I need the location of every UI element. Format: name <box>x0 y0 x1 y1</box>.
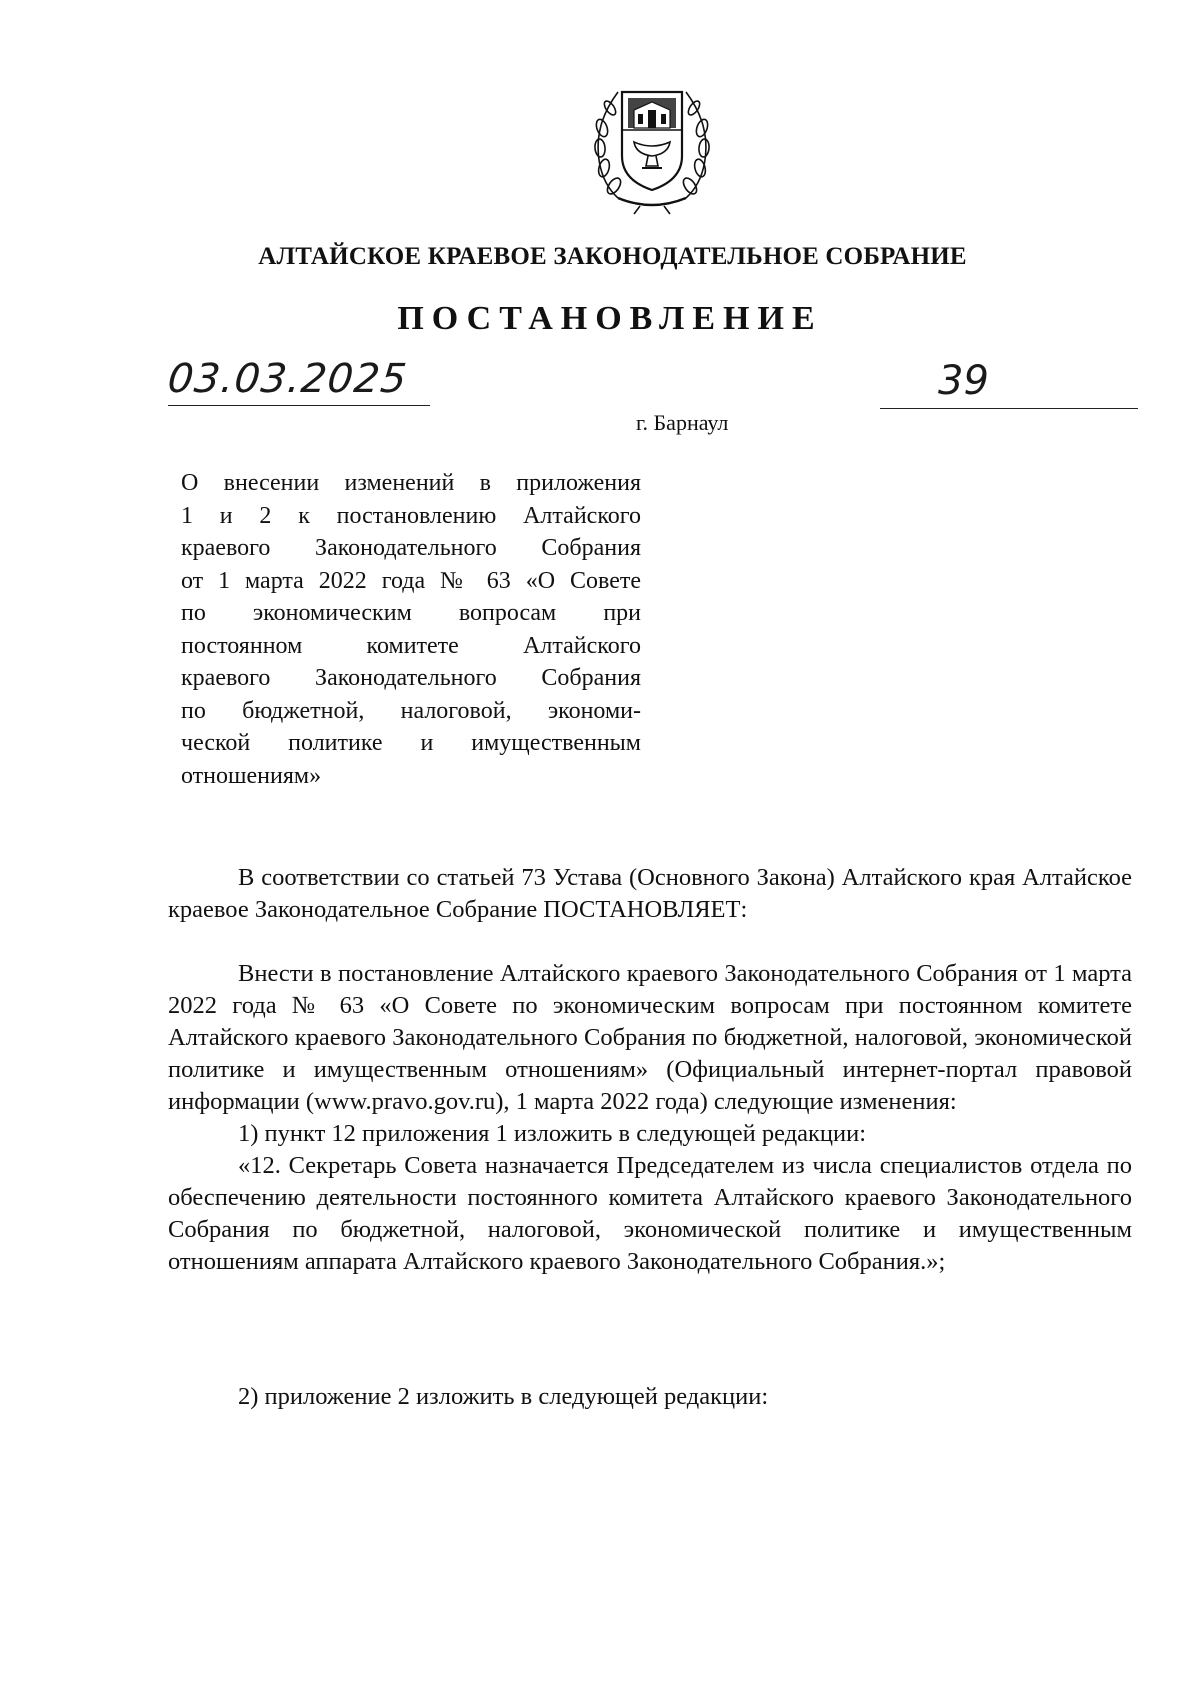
document-date: 03.03.2025 <box>165 356 410 402</box>
main-block <box>168 958 1132 1278</box>
preamble-block <box>168 862 1132 926</box>
item-2-paragraph: 2) приложение 2 изложить в следующей редакции: <box>238 1383 769 1410</box>
subject-line: по экономическим вопросам при <box>181 600 641 626</box>
subject-line: постоянном комитете Алтайского <box>181 632 641 659</box>
subject-line: 1 и 2 к постановлению Алтайского <box>181 502 641 529</box>
altai-krai-coat-of-arms-icon <box>588 70 716 216</box>
item-1-text-paragraph: «12. Секретарь Совета назначается Председателем из числа специалистов отдела по обеспечению деятельности постоянного комитета Алтайского краевого Законодательного Собрания по бюджетной, налоговой, экономической политике и имущественным отношениям аппарата Алтайского краевого Законодательного Собрания.»; <box>168 1152 1132 1275</box>
document-number: 39 <box>938 358 989 404</box>
subject-line: ческой политике и имущественным <box>181 730 641 756</box>
item-2-block <box>168 1381 1132 1413</box>
main-paragraph: Внести в постановление Алтайского краевого Законодательного Собрания от 1 марта 2022 года № 63 «О Совете по экономическим вопросам при постоянном комитете Алтайского краевого Законодательного Собрания по бюджетной, налоговой, экономической политике и имущественным отношениям» (Официальный интернет-портал правовой информации (www.pravo.gov.ru), 1 марта 2022 года) следующие изменения: <box>168 960 1132 1115</box>
item-1-paragraph: 1) пункт 12 приложения 1 изложить в следующей редакции: <box>238 1120 867 1147</box>
subject-line: по бюджетной, налоговой, экономи- <box>181 697 641 724</box>
subject-line: от 1 марта 2022 года № 63 «О Совете <box>181 567 641 594</box>
document-type: ПОСТАНОВЛЕНИЕ <box>397 300 823 337</box>
date-underline <box>168 405 430 406</box>
number-underline <box>880 408 1138 409</box>
subject-line: О внесении изменений в приложения <box>181 470 641 496</box>
city: г. Барнаул <box>636 410 729 435</box>
document-subject <box>181 467 641 792</box>
organization-name: АЛТАЙСКОЕ КРАЕВОЕ ЗАКОНОДАТЕЛЬНОЕ СОБРАНИЕ <box>258 243 967 270</box>
subject-line: отношениям» <box>181 762 322 789</box>
subject-line: краевого Законодательного Собрания <box>181 665 641 691</box>
subject-line: краевого Законодательного Собрания <box>181 535 641 561</box>
preamble-paragraph: В соответствии со статьей 73 Устава (Основного Закона) Алтайского края Алтайское краевое Законодательное Собрание ПОСТАНОВЛЯЕТ: <box>168 864 1132 923</box>
